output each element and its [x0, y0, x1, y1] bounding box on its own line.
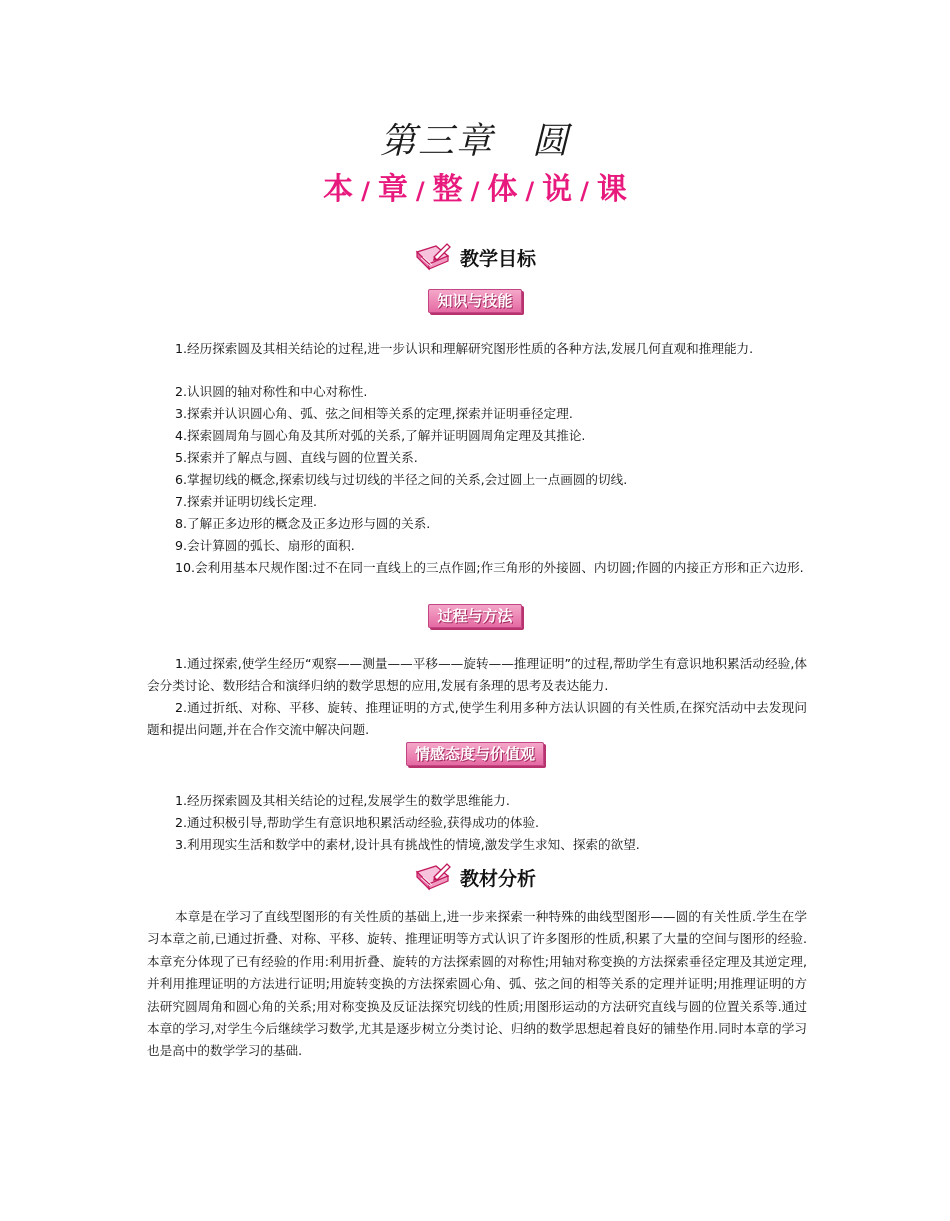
- knowledge-item: 3.探索并认识圆心角、弧、弦之间相等关系的定理,探索并证明垂径定理.: [175, 406, 573, 421]
- analysis-paragraph: 本章是在学习了直线型图形的有关性质的基础上,进一步来探索一种特殊的曲线型图形——圆的有关性质.学生在学习本章之前,已通过折叠、对称、平移、旋转、推理证明等方式认识了许多图形的性质,积累了大量的空间与图形的经验.本章充分体现了已有经验的作用:利用折叠、旋转的方法探索圆的对称性;用轴对称变换的方法探索垂径定理及其逆定理,并利用推理证明的方法进行证明;用旋转变换的方法探索圆心角、弧、弦之间的相等关系的定理并证明;用推理证明的方法研究圆周角和圆心角的关系;用对称变换及反证法探究切线的性质;用图形运动的方法研究直线与圆的位置关系等.通过本章的学习,对学生今后继续学习数学,尤其是逐步树立分类讨论、归纳的数学思想起着良好的铺垫作用.同时本章的学习也是高中的数学学习的基础.: [147, 909, 807, 1059]
- emotion-item: 3.利用现实生活和数学中的素材,设计具有挑战性的情境,激发学生求知、探索的欲望.: [175, 837, 640, 852]
- subtitle-separator: /: [415, 177, 425, 205]
- chapter-subtitle: [0, 168, 950, 216]
- notebook-pen-icon: [414, 242, 452, 272]
- tag-knowledge-skills: [0, 289, 950, 313]
- knowledge-item: 6.掌握切线的概念,探索切线与过切线的半径之间的关系,会过圆上一点画圆的切线.: [175, 472, 628, 487]
- tag-label: 情感态度与价值观: [406, 742, 544, 766]
- subtitle-char: 说: [542, 172, 573, 207]
- subtitle-separator: /: [470, 177, 480, 205]
- knowledge-item: 4.探索圆周角与圆心角及其所对弧的关系,了解并证明圆周角定理及其推论.: [175, 428, 586, 443]
- section-heading-material-analysis: [0, 860, 950, 894]
- process-item: 1.通过探索,使学生经历“观察——测量——平移——旋转——推理证明”的过程,帮助学生有意识地积累活动经验,体会分类讨论、数形结合和演绎归纳的数学思想的应用,发展有条理的思考及表达能力.: [147, 656, 807, 693]
- subtitle-separator: /: [361, 177, 370, 205]
- knowledge-item: 5.探索并了解点与圆、直线与圆的位置关系.: [175, 450, 418, 465]
- knowledge-item: 7.探索并证明切线长定理.: [175, 494, 317, 509]
- emotion-item: 1.经历探索圆及其相关结论的过程,发展学生的数学思维能力.: [175, 793, 510, 808]
- chapter-title: 第三章 圆: [379, 121, 570, 162]
- subtitle-char: 章: [377, 172, 408, 207]
- subtitle-separator: /: [580, 177, 589, 205]
- knowledge-item: 2.认识圆的轴对称性和中心对称性.: [175, 384, 368, 399]
- tag-label: 过程与方法: [428, 604, 521, 628]
- emotion-item: 2.通过积极引导,帮助学生有意识地积累活动经验,获得成功的体验.: [175, 815, 540, 830]
- tag-emotion-values: [0, 742, 950, 766]
- section-title: 教材分析: [459, 867, 536, 890]
- tag-process-methods: [0, 604, 950, 628]
- knowledge-item: 10.会利用基本尺规作图:过不在同一直线上的三点作圆;作三角形的外接圆、内切圆;作圆的内接正方形和正六边形.: [175, 560, 804, 575]
- subtitle-char: 整: [432, 172, 463, 207]
- subtitle-char: 课: [596, 172, 627, 207]
- section-heading-teaching-goals: [0, 240, 950, 274]
- tag-label: 知识与技能: [428, 289, 521, 313]
- section-title: 教学目标: [459, 247, 536, 270]
- process-item: 2.通过折纸、对称、平移、旋转、推理证明的方式,使学生利用多种方法认识圆的有关性质,在探究活动中去发现问题和提出问题,并在合作交流中解决问题.: [147, 700, 807, 737]
- notebook-pen-icon: [414, 862, 452, 892]
- knowledge-item: 8.了解正多边形的概念及正多边形与圆的关系.: [175, 516, 431, 531]
- subtitle-separator: /: [525, 177, 535, 205]
- knowledge-item: 9.会计算圆的弧长、扇形的面积.: [175, 538, 355, 553]
- subtitle-char: 体: [487, 172, 518, 207]
- knowledge-item: 1.经历探索圆及其相关结论的过程,进一步认识和理解研究图形性质的各种方法,发展几何直观和推理能力.: [175, 341, 754, 356]
- subtitle-char: 本: [323, 172, 354, 207]
